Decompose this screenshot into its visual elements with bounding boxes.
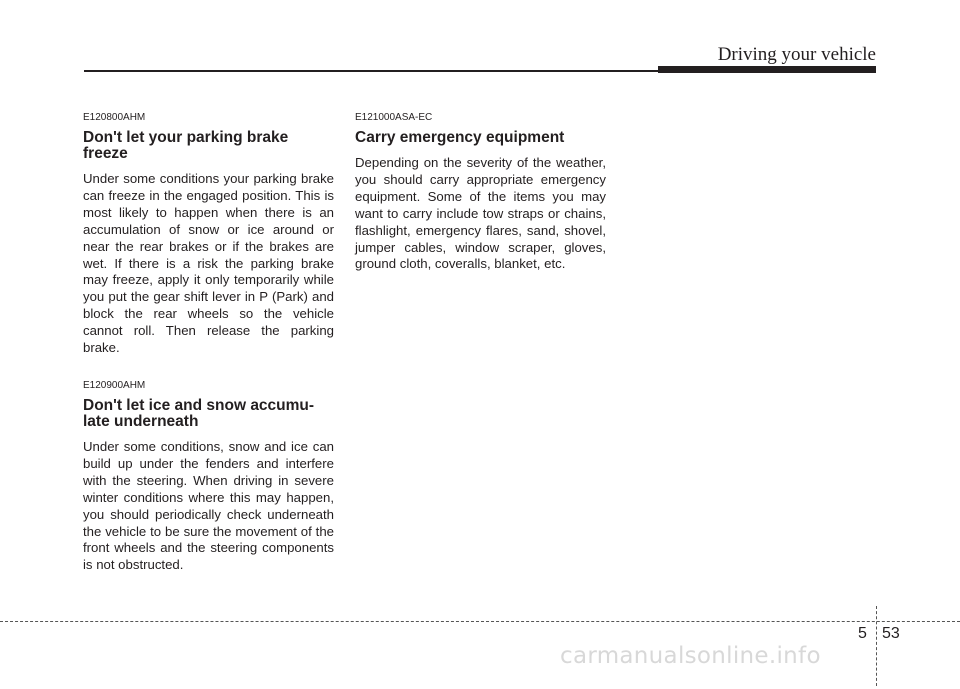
header-divider-line: [84, 70, 664, 72]
section-title-line: late underneath: [83, 412, 199, 430]
section-title-line: Don't let your parking brake: [83, 129, 289, 146]
section-title: [83, 398, 334, 430]
section-code: E121000ASA-EC: [355, 112, 433, 123]
section-emergency-equipment: [355, 112, 606, 273]
section-body: Under some conditions, snow and ice can build up under the fenders and interfere with the steering. When driving in severe winter conditions where this may happen, you should periodically check underneath the vehicle to be sure the movement of the front wheels and the steering components is not obstructed.: [83, 438, 334, 573]
left-column: [83, 112, 334, 574]
footer-dashed-rule: [0, 621, 960, 622]
header-divider-bar: [658, 66, 876, 73]
section-title: [83, 130, 334, 162]
section-title: Carry emergency equipment: [355, 129, 565, 146]
section-body: Depending on the severity of the weather, you should carry appropriate emergency equipment. Some of the items you may want to carry include tow straps or chains, flashlight, emergency flares, sand, shovel, jumper cables, window scraper, gloves, ground cloth, coveralls, blanket, etc.: [355, 155, 606, 272]
watermark-text: carmanualsonline.info: [560, 643, 821, 669]
page-number: 53: [882, 625, 900, 642]
section-code: E120800AHM: [83, 112, 146, 123]
section-body: Under some conditions your parking brake can freeze in the engaged position. This is most likely to happen when there is an accumulation of snow or ice around or near the rear brakes or if the brakes are wet. If there is a risk the parking brake may freeze, apply it only temporarily while you put the gear shift lever in P (Park) and block the rear wheels so the vehicle cannot roll. Then release the parking brake.: [83, 171, 334, 356]
chapter-number: 5: [858, 625, 867, 642]
section-title-line: Don't let ice and snow accumu-: [83, 396, 315, 414]
page-number-divider: [876, 606, 877, 686]
section-header-title: Driving your vehicle: [717, 44, 876, 65]
section-title-line: freeze: [83, 145, 128, 162]
right-column: [355, 112, 606, 273]
section-ice-snow: [83, 380, 334, 574]
section-code: E120900AHM: [83, 379, 146, 391]
section-spacer: [83, 357, 334, 380]
section-parking-brake: [83, 112, 334, 357]
